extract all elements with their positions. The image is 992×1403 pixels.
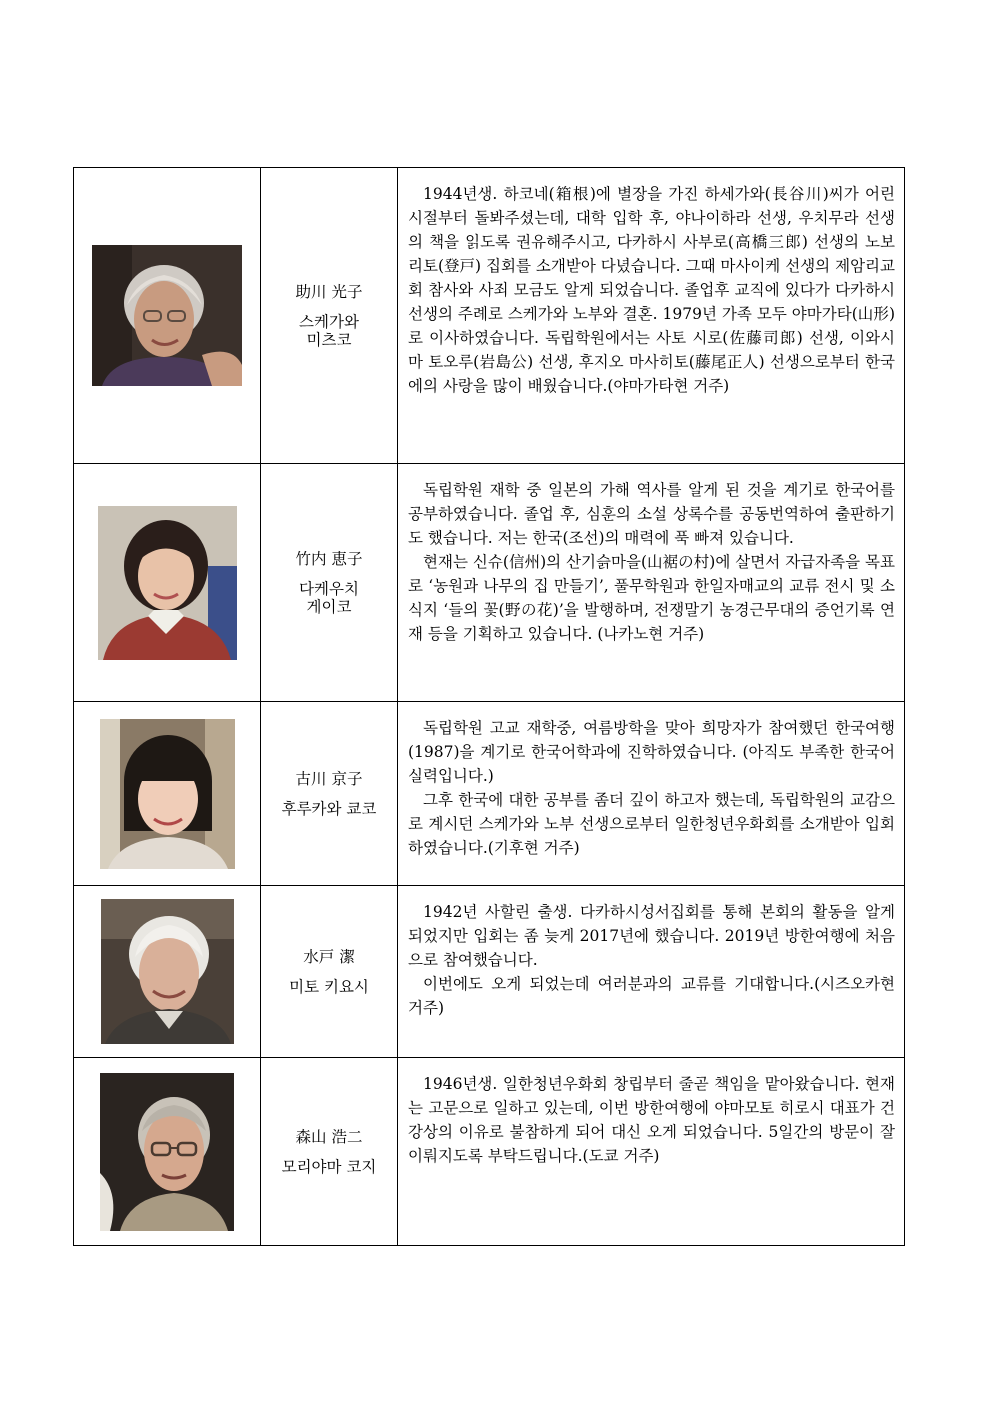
photo-cell [74, 886, 261, 1057]
bio-paragraph: 현재는 신슈(信州)의 산기슭마을(山裾の村)에 살면서 자급자족을 목표로 ‘농원과 나무의 집 만들기’, 풀무학원과 한일자매교의 교류 전시 및 소식지 ‘들의 꽃(野の花)’을 발행하며, 전쟁말기 농경근무대의 증언기록 연재 등을 기획하고 있습니다. (나카노현 거주) [408, 553, 895, 643]
portrait-photo [100, 1073, 234, 1231]
table-row [74, 464, 905, 702]
table-row [74, 702, 905, 886]
name-korean-line: 다케우치 [299, 579, 359, 598]
profile-table [73, 167, 905, 1246]
bio-paragraph: 독립학원 재학 중 일본의 가해 역사를 알게 된 것을 계기로 한국어를 공부하였습니다. 졸업 후, 심훈의 소설 상록수를 공동번역하여 출판하기도 했습니다. 저는 한국(조선)의 매력에 푹 빠져 있습니다. [408, 481, 895, 547]
photo-cell [74, 1058, 261, 1245]
name-korean-line: 게이코 [306, 597, 352, 616]
bio-paragraph: 1942년 사할린 출생. 다카하시성서집회를 통해 본회의 활동을 알게 되었지만 입회는 좀 늦게 2017년에 했습니다. 2019년 방한여행에 처음으로 참여했습니다. [408, 903, 895, 969]
portrait-photo [98, 506, 237, 660]
name-korean-line: 모리야마 코지 [281, 1157, 377, 1176]
name-cell [261, 886, 398, 1057]
name-japanese: 水戸 潔 [303, 947, 355, 966]
name-japanese: 竹内 恵子 [295, 549, 363, 568]
name-japanese: 古川 京子 [295, 769, 363, 788]
photo-cell [74, 168, 261, 463]
name-cell [261, 464, 398, 701]
name-korean-line: 후루카와 쿄코 [281, 799, 377, 818]
bio-paragraph: 1946년생. 일한청년우화회 창립부터 줄곧 책임을 맡아왔습니다. 현재는 고문으로 일하고 있는데, 이번 방한여행에 야마모토 히로시 대표가 건강상의 이유로 불참하게 되어 대신 오게 되었습니다. 5일간의 방문이 잘 이뤄지도록 부탁드립니다.(도쿄 거주) [408, 1075, 895, 1165]
table-row [74, 1058, 905, 1246]
name-japanese: 助川 光子 [295, 282, 363, 301]
table-row [74, 168, 905, 464]
portrait-photo [92, 245, 242, 386]
woman-portrait-icon [98, 506, 237, 660]
bio-cell [398, 702, 905, 885]
name-korean-line: 미토 키요시 [289, 977, 369, 996]
portrait-photo [100, 719, 235, 869]
bio-paragraph: 독립학원 고교 재학중, 여름방학을 맞아 희망자가 참여했던 한국여행(1987)을 계기로 한국어학과에 진학하였습니다. (아직도 부족한 한국어실력입니다.) [408, 719, 895, 785]
name-korean-line: 스케가와 [299, 312, 359, 331]
bio-cell [398, 464, 905, 701]
name-japanese: 森山 浩二 [295, 1127, 363, 1146]
name-cell [261, 1058, 398, 1245]
name-cell [261, 168, 398, 463]
bio-cell [398, 886, 905, 1057]
elderly-woman-portrait-icon [92, 245, 242, 386]
bio-cell [398, 168, 905, 463]
portrait-photo [101, 899, 234, 1044]
bio-paragraph: 그후 한국에 대한 공부를 좀더 깊이 하고자 했는데, 독립학원의 교감으로 계시던 스케가와 노부 선생으로부터 일한청년우화회를 소개받아 입회하였습니다.(기후현 거주) [408, 791, 895, 857]
elderly-man-with-glasses-portrait-icon [100, 1073, 234, 1231]
name-korean-line: 미츠코 [306, 330, 352, 349]
woman-portrait-icon [100, 719, 235, 869]
bio-paragraph: 1944년생. 하코네(箱根)에 별장을 가진 하세가와(長谷川)씨가 어린 시절부터 돌봐주셨는데, 대학 입학 후, 야나이하라 선생, 우치무라 선생의 책을 읽도록 권유해주시고, 다카하시 사부로(高橋三郎) 선생의 노보리토(登戸) 집회를 소개받아 다녔습니다. 그때 마사이케 선생의 제암리교회 참사와 사죄 모금도 알게 되었습니다. 졸업후 교직에 있다가 다카하시 선생의 주례로 스케가와 노부와 결혼. 1979년 가족 모두 야마가타(山形)로 이사하였습니다. 독립학원에서는 사토 시로(佐藤司郎) 선생, 이와시마 토오루(岩島公) 선생, 후지오 마사히토(藤尾正人) 선생으로부터 한국에의 사랑을 많이 배웠습니다.(야마가타현 거주) [408, 185, 895, 395]
bio-cell [398, 1058, 905, 1245]
photo-cell [74, 464, 261, 701]
photo-cell [74, 702, 261, 885]
elderly-man-portrait-icon [101, 899, 234, 1044]
name-cell [261, 702, 398, 885]
bio-paragraph: 이번에도 오게 되었는데 여러분과의 교류를 기대합니다.(시즈오카현 거주) [408, 975, 895, 1017]
table-row [74, 886, 905, 1058]
